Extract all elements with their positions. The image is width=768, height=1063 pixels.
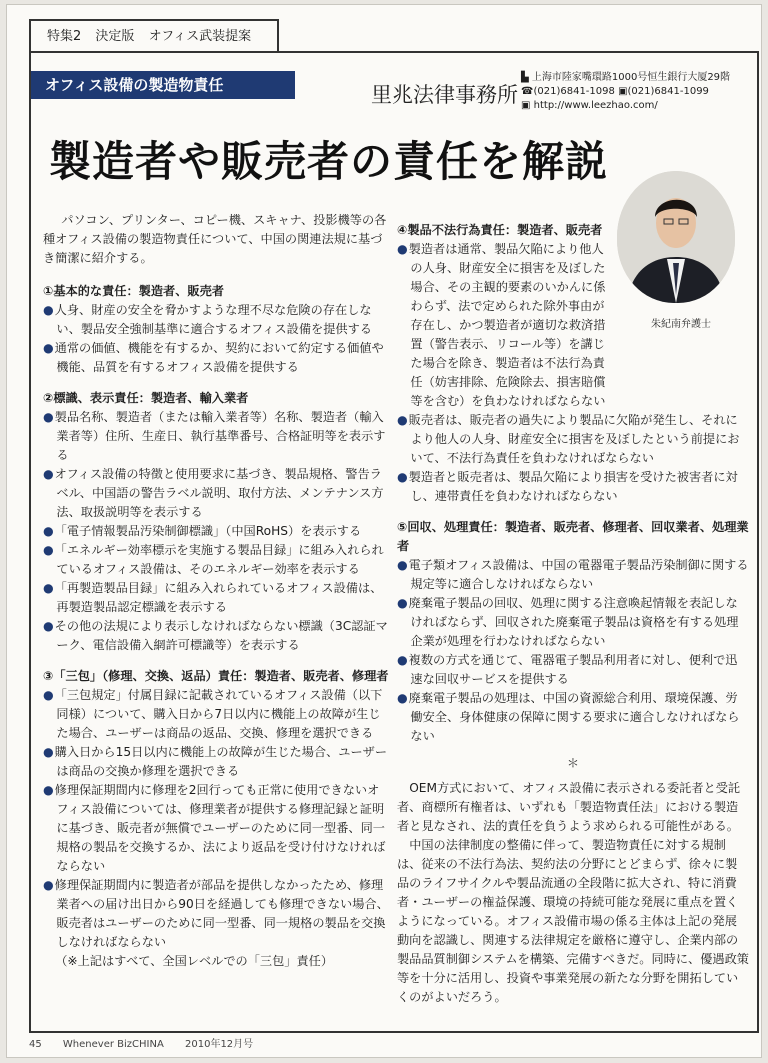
feature-version: 決定版 xyxy=(95,29,135,44)
body-paragraph: 中国の法律制度の整備に伴って、製造物責任に対する規制は、従来の不法行為法、契約法の分野にとどまらず、徐々に製品のライフサイクルや製品流通の全段階に拡大され、特に消費者・ユーザーの権益保護、環境の持続可能な発展に重点を置くようになっている。オフィス設備市場の係る主体は上記の発展動向を認識し、関連する法律規定を厳格に遵守し、企業内部の製品品質制御システムを構築、完備すべきだ。同時に、優遇政策等を十分に活用し、投資や事業発展の新たな分野を開拓していくのがよいだろう。 xyxy=(397,838,749,1004)
phone-icon: ☎ xyxy=(521,86,534,97)
page-number: 45 xyxy=(29,1039,42,1050)
bullet-item: ● 製造者は通常、製品欠陥により他人の人身、財産安全に損害を及ぼした場合、その主観的要素のいかんに係わらず、法で定められた除外事由が存在し、かつ製造者が適切な救済措置（警告表示、リコール等）を講じた場合を除き、製造者は不法行為責任（妨害排除、危険除去、損害賠償等を含む）を負わなければならない xyxy=(397,240,609,411)
separator-mark: ＊ xyxy=(566,756,580,770)
bullet-item: ● 「再製造製品目録」に組み入れられているオフィス設備は、再製造製品認定標識を表示する xyxy=(43,579,389,617)
contact-address: 上海市陸家嘴環路1000号恒生銀行大厦29階 xyxy=(531,72,731,83)
feature-theme: オフィス武装提案 xyxy=(148,29,252,44)
bullet-item: ● 電子類オフィス設備は、中国の電器電子製品汚染制御に関する規定等に適合しなければならない xyxy=(397,556,749,594)
contact-web[interactable]: http://www.leezhao.com/ xyxy=(533,100,658,111)
bullet-item: ● 「電子情報製品汚染制御標識」（中国RoHS）を表示する xyxy=(43,522,389,541)
magazine-page xyxy=(6,4,762,1058)
issue-date: 2010年12月号 xyxy=(185,1039,254,1050)
photo-caption: 朱紀南弁護士 xyxy=(651,319,711,330)
bullet-item: ● 製造者と販売者は、製品欠陥により損害を受けた被害者に対し、連帯責任を負わなければならない xyxy=(397,468,749,506)
section-heading: ②標識、表示責任：製造者、輸入業者 xyxy=(43,391,249,405)
bullet-item: ● 人身、財産の安全を脅かすような理不尽な危険の存在しない、製品安全強制基準に適合するオフィス設備を提供する xyxy=(43,301,389,339)
bullet-item: ● 廃棄電子製品の回収、処理に関する注意喚起情報を表記しなければならず、回収された廃棄電子製品は資格を有する処理企業が処理を行わなければならない xyxy=(397,594,749,651)
contact-tel: (021)6841-1098 xyxy=(533,86,615,97)
article-title: 製造者や販売者の責任を解説 xyxy=(49,137,609,186)
law-firm-name: 里兆法律事務所 xyxy=(371,83,518,107)
contact-block xyxy=(521,71,730,113)
bullet-item: ● 通常の価値、機能を有するか、契約において約定する価値や機能、品質を有するオフィス設備を提供する xyxy=(43,339,389,377)
bullet-item: ● 廃棄電子製品の処理は、中国の資源総合利用、環境保護、労働安全、身体健康の保障に関する要求に適合しなければならない xyxy=(397,689,749,746)
section-heading: ④製品不法行為責任：製造者、販売者 xyxy=(397,223,603,237)
left-column xyxy=(43,211,389,971)
bullet-item: ● 修理保証期間内に製造者が部品を提供しなかったため、修理業者への届け出日から90日を経過しても修理できない場合、販売者はユーザーのために同一型番、同一規格の製品を交換しなければならない xyxy=(43,876,389,952)
bullet-item: ● オフィス設備の特徴と使用要求に基づき、製品規格、警告ラベル、中国語の警告ラベル説明、取付方法、メンテナンス方法、取扱説明等を表示する xyxy=(43,465,389,522)
page-footer xyxy=(29,1035,271,1050)
bullet-item: ● 複数の方式を通じて、電器電子製品利用者に対し、便利で迅速な回収サービスを提供する xyxy=(397,651,749,689)
fax-icon: ▣ xyxy=(618,86,628,97)
building-icon: ▙ xyxy=(521,72,532,83)
web-icon: ▣ xyxy=(521,100,534,111)
body-paragraph: OEM方式において、オフィス設備に表示される委託者と受託者、商標所有権者は、いずれも「製造物責任法」における製造者と見なされ、法的責任を負うよう求められる可能性がある。 xyxy=(397,781,741,833)
category-banner: オフィス設備の製造物責任 xyxy=(31,71,295,99)
section-heading: ①基本的な責任：製造者、販売者 xyxy=(43,284,224,298)
lead-paragraph: パソコン、プリンター、コピー機、スキャナ、投影機等の各種オフィス設備の製造物責任について、中国の関連法規に基づき簡潔に紹介する。 xyxy=(43,213,387,265)
contact-fax: (021)6841-1099 xyxy=(627,86,709,97)
section-header-tab xyxy=(29,19,279,53)
feature-tag: 特集2 xyxy=(47,29,82,44)
right-column xyxy=(397,221,749,1007)
article-frame xyxy=(29,51,759,1033)
bullet-item: ● 「三包規定」付属目録に記載されているオフィス設備（以下同様）について、購入日から7日以内に機能上の故障が生じた場合、ユーザーは商品の返品、交換、修理を選択できる xyxy=(43,686,389,743)
bullet-item: ● 製品名称、製造者（または輸入業者等）名称、製造者（輸入業者等）住所、生産日、執行基準番号、合格証明等を表示する xyxy=(43,408,389,465)
bullet-item: ● 販売者は、販売者の過失により製品に欠陥が発生し、それにより他人の人身、財産安全に損害を及ぼしたという前提において、不法行為責任を負わなければならない xyxy=(397,411,749,468)
section-heading: ③「三包」（修理、交換、返品）責任：製造者、販売者、修理者 xyxy=(43,669,389,683)
note-text: （※上記はすべて、全国レベルでの「三包」責任） xyxy=(55,954,334,968)
bullet-item: ● その他の法規により表示しなければならない標識（3C認証マーク、電信設備入網許可標識等）を表示する xyxy=(43,617,389,655)
bullet-item: ● 「エネルギー効率標示を実施する製品目録」に組み入れられているオフィス設備は、そのエネルギー効率を表示する xyxy=(43,541,389,579)
bullet-item: ● 購入日から15日以内に機能上の故障が生じた場合、ユーザーは商品の交換か修理を選択できる xyxy=(43,743,389,781)
magazine-name: Whenever BizCHINA xyxy=(62,1039,164,1050)
bullet-item: ● 修理保証期間内に修理を2回行っても正常に使用できないオフィス設備については、修理業者が提供する修理記録と証明に基づき、販売者が無償でユーザーのために同一型番、同一規格の製品を交換するか、法により返品を受け付けなければならない xyxy=(43,781,389,876)
section-heading: ⑤回収、処理責任：製造者、販売者、修理者、回収業者、処理業者 xyxy=(397,520,749,553)
